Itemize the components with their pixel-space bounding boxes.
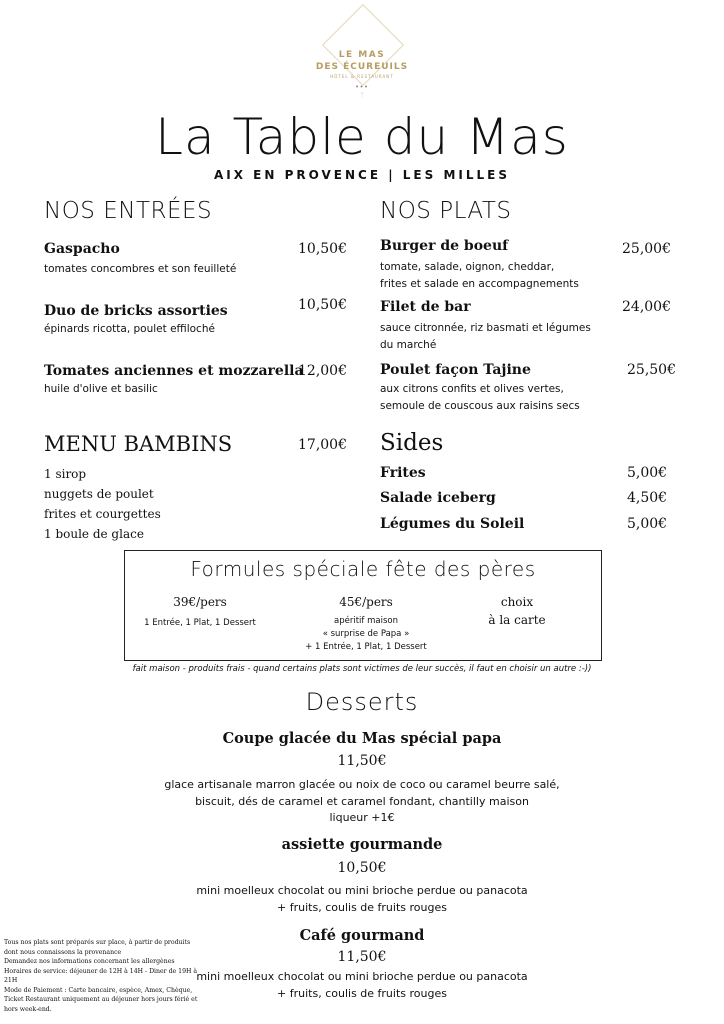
logo-mark-icon: ᛉ [360,92,364,99]
formule-price: 45€/pers [339,595,393,609]
dessert-price: 10,50€ [337,860,387,876]
footer-line: Mode de Paiement : Carte bancaire, espèce, Amex, Chèque, [4,986,193,994]
formule-carte-label: à la carte [488,613,546,627]
logo-dots: ••• [355,84,369,91]
formule-45 [281,595,451,654]
footer-line: Tous nos plats sont préparés sur place, à partir de produits [4,939,191,946]
entree-name: Duo de bricks assorties [44,303,228,319]
formule-choix: choix [500,595,534,609]
sides-heading: Sides [380,430,444,456]
formules-title: Formules spéciale fête des pères [190,557,536,581]
footer-info [4,938,204,1014]
page-title: La Table du Mas [155,108,569,166]
fait-maison-note: fait maison - produits frais - quand certains plats sont victimes de leur succès, il faut en choisir un autre :-)) [132,664,592,674]
dessert-desc: liqueur +1€ [329,811,395,824]
dessert-name: Coupe glacée du Mas spécial papa [222,730,502,747]
entree-price: 12,00€ [298,363,347,379]
footer-line: Demandez nos informations concernant les allergènes [4,958,175,965]
footer-line: Ticket Restaurant uniquement au déjeuner hors jours férié et [4,996,198,1003]
dessert-name: assiette gourmande [281,836,443,853]
entree-desc: tomates concombres et son feuilleté [44,263,237,275]
dessert-desc: + fruits, coulis de fruits rouges [277,901,447,914]
logo-line-3: HÔTEL & RESTAURANT [330,74,394,79]
page-subtitle: AIX EN PROVENCE | LES MILLES [214,168,510,182]
bambins-list [44,464,161,544]
formule-desc: 1 Entrée, 1 Plat, 1 Dessert [144,618,256,628]
side-price: 4,50€ [627,490,668,506]
plats-heading: NOS PLATS [380,198,512,224]
plat-desc: sauce citronnée, riz basmati et légumes [380,322,591,334]
formule-price: 39€/pers [173,595,227,609]
dessert-price: 11,50€ [337,949,387,965]
restaurant-logo [312,6,412,106]
bambins-item: 1 boule de glace [44,527,144,541]
formule-carte [457,595,577,627]
entree-desc: huile d'olive et basilic [44,383,158,395]
footer-line: dont nous connaissons la provenance [4,948,122,956]
formule-desc: « surprise de Papa » [322,629,410,639]
side-price: 5,00€ [627,516,668,532]
plat-name: Burger de boeuf [380,238,509,254]
side-price: 5,00€ [627,465,668,481]
dessert-desc: glace artisanale marron glacée ou noix de coco ou caramel beurre salé, [164,778,560,791]
dessert-desc: mini moelleux chocolat ou mini brioche perdue ou panacota [196,970,528,983]
dessert-desc: biscuit, dés de caramel et caramel fondant, chantilly maison [195,795,529,808]
plat-price: 25,50€ [627,362,676,378]
bambins-heading: MENU BAMBINS [44,432,233,456]
bambins-item: frites et courgettes [44,507,161,521]
formule-desc: + 1 Entrée, 1 Plat, 1 Dessert [305,642,427,652]
plat-desc: tomate, salade, oignon, cheddar, [380,261,555,273]
formule-desc: apéritif maison [334,616,398,626]
entree-price: 10,50€ [298,241,347,257]
plat-desc: aux citrons confits et olives vertes, [380,383,564,395]
logo-line-1: LE MAS [338,50,386,60]
plat-name: Filet de bar [380,299,471,315]
entree-desc: épinards ricotta, poulet effiloché [44,323,215,335]
footer-line: 21H [4,977,18,984]
bambins-item: nuggets de poulet [44,487,154,501]
formules-box [124,550,602,661]
dessert-name: Café gourmand [299,927,425,944]
desserts-heading: Desserts [305,688,419,716]
plat-price: 24,00€ [622,299,671,315]
plat-price: 25,00€ [622,241,671,257]
entrees-heading: NOS ENTRÉES [44,198,213,224]
bambins-price: 17,00€ [298,437,347,453]
plat-desc: du marché [380,339,437,351]
footer-line: hors week-end. [4,1005,52,1013]
formule-39 [125,595,275,630]
plat-desc: frites et salade en accompagnements [380,278,579,290]
entree-name: Tomates anciennes et mozzarella [44,363,304,379]
footer-line: Horaires de service: déjeuner de 12H à 14H - Diner de 19H à [4,967,198,975]
entree-name: Gaspacho [44,241,120,257]
bambins-item: 1 sirop [44,467,87,481]
entree-price: 10,50€ [298,297,347,313]
side-name: Frites [380,465,426,481]
side-name: Légumes du Soleil [380,516,525,532]
plat-name: Poulet façon Tajine [380,362,531,378]
dessert-desc: + fruits, coulis de fruits rouges [277,987,447,1000]
dessert-price: 11,50€ [337,753,387,769]
plat-desc: semoule de couscous aux raisins secs [380,400,580,412]
side-name: Salade iceberg [380,490,496,506]
dessert-desc: mini moelleux chocolat ou mini brioche perdue ou panacota [196,884,528,897]
logo-line-2: DES ÉCUREUILS [315,62,409,72]
